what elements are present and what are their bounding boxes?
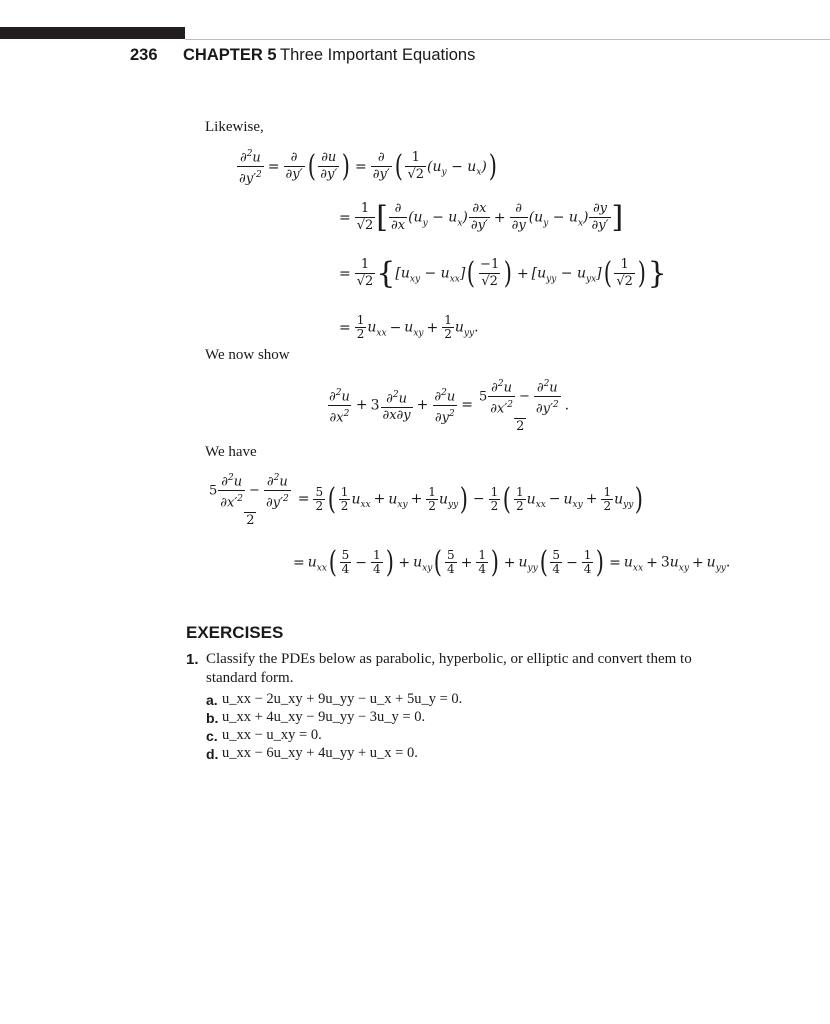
equation-1: $\frac{\partial^2u}{\partial y'^2}$ = $\frac{\partial}{\partial y'}$ ( $\frac{\partial u}{\partial y'}$ ) = $\frac{\partial}{\partial y'}$ ( $\frac{1}{√2}$ $(u_y - u_x)$): [239, 149, 497, 187]
exercise-1-text: Classify the PDEs below as parabolic, hyperbolic, or elliptic and convert them to standard form.: [206, 651, 692, 686]
header-bar: [0, 27, 185, 39]
equation-5: $\frac{\partial^2u}{\partial x^2}$ + 3 $\frac{\partial^2u}{\partial x\partial y}$ + $\frac{\partial^2u}{\partial y^2}$ = 5 $\frac{\partial^2u}{\partial x'^2}$ − $\frac{\partial^2u}{\partial y'^2}$ 2 .: [329, 379, 570, 434]
exercise-part-d-equation: u_xx − 6u_xy + 4u_yy + u_x = 0.: [222, 745, 418, 761]
equation-3: = $\frac{1}{√2}$ {$[u_{xy} - u_{xx}]$( $\frac{-1}{√2}$ ) + $[u_{yy} - u_{yx}]$( $\frac{1}{√2}$ )}: [339, 256, 667, 291]
exercise-part-c-equation: u_xx − u_xy = 0.: [222, 727, 322, 743]
exercise-part-c-letter: c.: [206, 728, 218, 744]
we-have-text: We have: [205, 444, 257, 460]
exercise-part-b-equation: u_xx + 4u_xy − 9u_yy − 3u_y = 0.: [222, 709, 426, 725]
exercises-heading: EXERCISES: [186, 623, 284, 642]
page-number: 236: [130, 46, 158, 64]
exercise-part-a-letter: a.: [206, 692, 218, 708]
equation-4: = $\frac{1}{2}$ $u_{xx} - u_{xy}$ + $\frac{1}{2}$ $u_{yy}$.: [339, 313, 479, 341]
equation-2: = $\frac{1}{√2}$ [ $\frac{\partial}{\partial x}$ $(u_y - u_x)$ $\frac{\partial x}{\partial y'}$ + $\frac{\partial}{\partial y}$ $(u_y - u_x)$ $\frac{\partial y}{\partial y'}$ ]: [339, 200, 624, 235]
page-header: [0, 44, 830, 68]
exercise-part-d-letter: d.: [206, 746, 219, 762]
chapter-title: Three Important Equations: [280, 46, 476, 64]
exercise-part-b-letter: b.: [206, 710, 219, 726]
header-rule: [185, 39, 830, 40]
equation-6: 5 $\frac{\partial^2u}{\partial x'^2}$ − $\frac{\partial^2u}{\partial y'^2}$ 2 = $\frac{5}{2}$ ( $\frac{1}{2}$ $u_{xx} + u_{xy}$ + $\frac{1}{2}$ $u_{yy}$) − $\frac{1}{2}$ ( $\frac{1}{2}$ $u_{xx} - u_{xy}$ + $\frac{1}{2}$ $u_{yy}$): [209, 473, 644, 528]
exercise-part-a-equation: u_xx − 2u_xy + 9u_yy − u_x + 5u_y = 0.: [222, 691, 463, 707]
likewise-text: Likewise,: [205, 119, 264, 135]
equation-7: = $u_{xx}$( $\frac{5}{4}$ − $\frac{1}{4}$ ) + $u_{xy}$( $\frac{5}{4}$ + $\frac{1}{4}$ ) + $u_{yy}$( $\frac{5}{4}$ − $\frac{1}{4}$ ) = $u_{xx} + 3u_{xy} + u_{yy}$.: [293, 545, 731, 580]
chapter-label: CHAPTER 5: [183, 46, 277, 64]
exercise-1-number: 1.: [186, 651, 199, 668]
we-now-show-text: We now show: [205, 347, 290, 363]
